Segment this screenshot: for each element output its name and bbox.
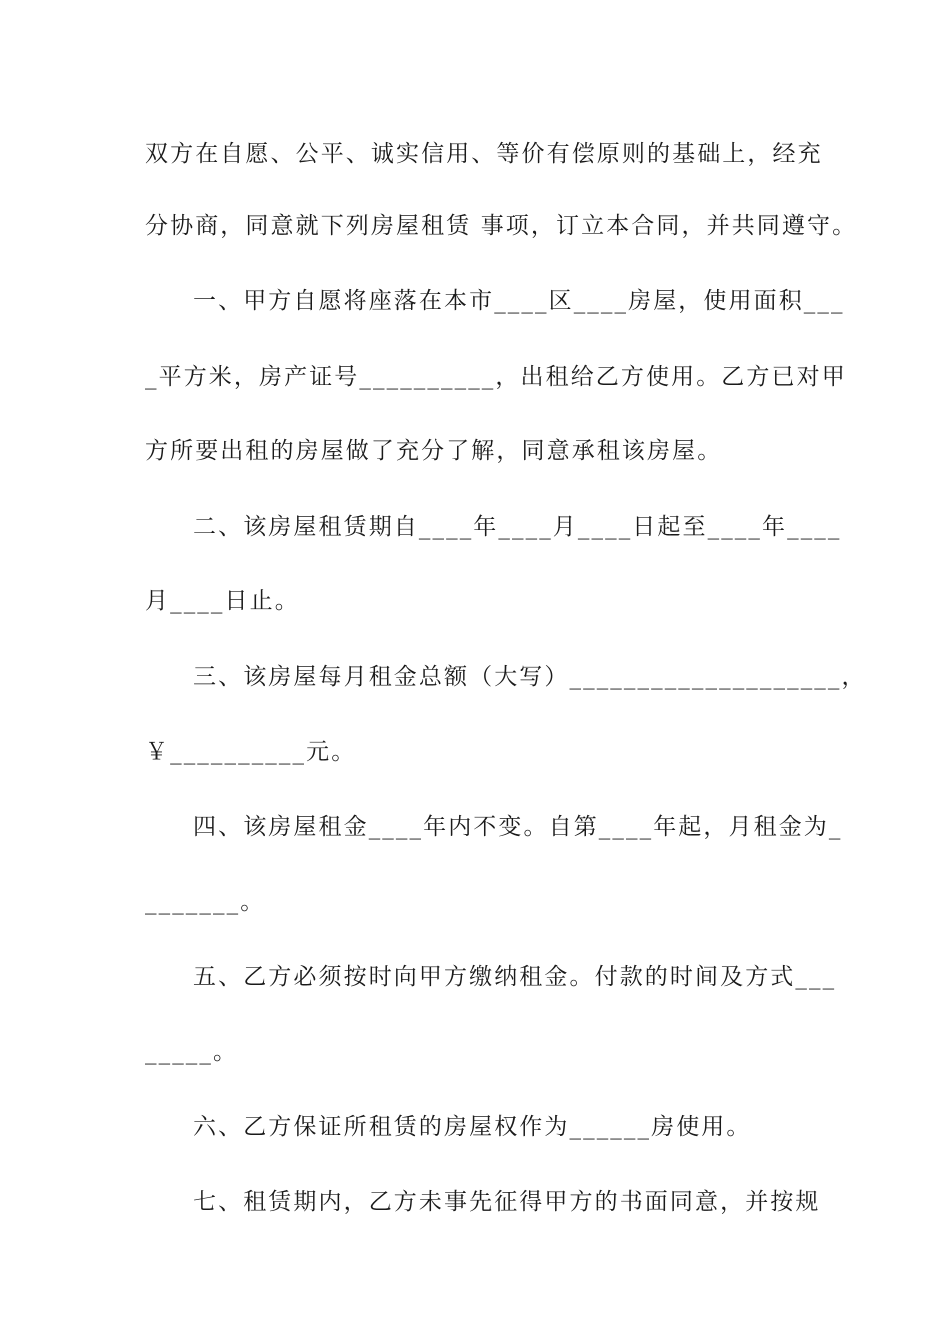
clause-6-line: 六、乙方保证所租赁的房屋权作为______房使用。: [193, 1114, 752, 1140]
clause-5-line: _____。: [145, 1039, 239, 1065]
clause-7-line: 七、租赁期内，乙方未事先征得甲方的书面同意，并按规: [193, 1189, 821, 1215]
clause-3-line: ￥__________元。: [145, 739, 357, 765]
clause-5-line: 五、乙方必须按时向甲方缴纳租金。付款的时间及方式___: [193, 964, 837, 990]
clause-1-line: 方所要出租的房屋做了充分了解，同意承租该房屋。: [145, 438, 723, 464]
clause-3-line: 三、该房屋每月租金总额（大写）____________________，: [193, 664, 867, 690]
paragraph-line: 双方在自愿、公平、诚实信用、等价有偿原则的基础上，经充: [145, 141, 823, 167]
clause-4-line: 四、该房屋租金____年内不变。自第____年起，月租金为_: [193, 814, 843, 840]
clause-2-line: 月____日止。: [145, 588, 300, 614]
paragraph-line: 分协商，同意就下列房屋租赁 事项，订立本合同，并共同遵守。: [145, 213, 858, 239]
clause-1-line: _平方米，房产证号__________，出租给乙方使用。乙方已对甲: [145, 364, 847, 390]
clause-4-line: _______。: [145, 889, 266, 915]
clause-1-line: 一、甲方自愿将座落在本市____区____房屋，使用面积___: [193, 288, 845, 314]
clause-2-line: 二、该房屋租赁期自____年____月____日起至____年____: [193, 514, 842, 540]
